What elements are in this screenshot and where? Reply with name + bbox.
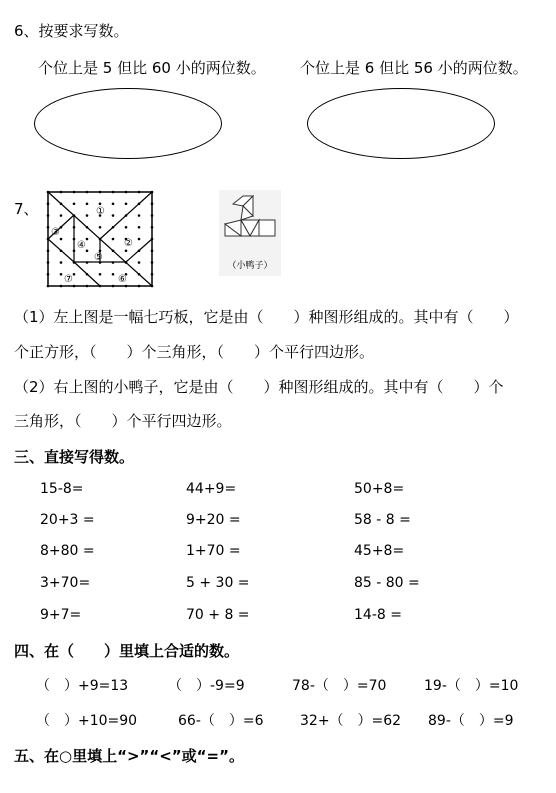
grid-dot — [60, 238, 63, 241]
q7-part1-line2: 个正方形，（ ）个三角形，（ ）个平行四边形。 — [14, 343, 375, 361]
fill-r1-c1: （ ）+9=13 — [36, 678, 129, 694]
fill-r2-c4: 89-（ ）=9 — [428, 713, 514, 729]
tangram-label-7: ⑦ — [64, 274, 73, 285]
calc-r2-c1: 20+3 = — [40, 512, 95, 528]
grid-dot — [112, 238, 115, 241]
calc-r5-c1: 9+7= — [40, 607, 82, 623]
tangram-label-3: ③ — [51, 227, 60, 238]
q6-prompt-left: 个位上是 5 但比 60 小的两位数。 — [38, 59, 266, 77]
fill-r2-c2: 66-（ ）=6 — [178, 713, 264, 729]
q6-prompt-right: 个位上是 6 但比 56 小的两位数。 — [300, 59, 528, 77]
calc-r1-c3: 50+8= — [354, 481, 405, 497]
grid-dot — [99, 273, 102, 276]
grid-dot — [86, 249, 89, 252]
q7-part2-line1: （2）右上图的小鸭子，它是由（ ）种图形组成的。其中有（ ）个 — [14, 378, 504, 396]
calc-r5-c3: 14-8 = — [354, 607, 402, 623]
tangram-figure — [46, 190, 154, 288]
grid-dot — [112, 214, 115, 217]
grid-dot — [112, 202, 115, 205]
tangram-label-1: ① — [96, 206, 105, 217]
tangram-label-4: ④ — [77, 240, 86, 251]
grid-dot — [112, 273, 115, 276]
grid-dot — [60, 261, 63, 264]
q7-part2-line2: 三角形，（ ）个平行四边形。 — [14, 412, 232, 430]
grid-dot — [60, 214, 63, 217]
calc-r3-c1: 8+80 = — [40, 543, 95, 559]
grid-dot — [73, 273, 76, 276]
fill-r1-c4: 19-（ ）=10 — [424, 678, 519, 694]
calc-r5-c2: 70 + 8 = — [186, 607, 250, 623]
q7-number: 7、 — [14, 200, 39, 218]
grid-dot — [99, 226, 102, 229]
grid-dot — [60, 273, 63, 276]
calc-r2-c3: 58 - 8 = — [354, 512, 411, 528]
answer-ellipse-left[interactable] — [34, 88, 222, 159]
grid-dot — [125, 202, 128, 205]
calc-r1-c1: 15-8= — [40, 481, 84, 497]
calc-r4-c3: 85 - 80 = — [354, 575, 420, 591]
tangram-label-2: ② — [124, 238, 133, 249]
grid-dot — [86, 238, 89, 241]
q6-title: 6、按要求写数。 — [14, 22, 129, 40]
grid-dot — [86, 202, 89, 205]
calc-r4-c1: 3+70= — [40, 575, 91, 591]
grid-dot — [138, 261, 141, 264]
section5-title: 五、在○里填上“>”“<”或“=”。 — [14, 747, 244, 765]
grid-dot — [138, 226, 141, 229]
section3-title: 三、直接写得数。 — [14, 448, 135, 466]
grid-dot — [73, 202, 76, 205]
tangram-label-6: ⑥ — [118, 274, 127, 285]
fill-r1-c2: （ ）-9=9 — [168, 678, 245, 694]
fill-r1-c3: 78-（ ）=70 — [292, 678, 387, 694]
section4-title: 四、在（ ）里填上合适的数。 — [14, 642, 240, 660]
fill-r2-c1: （ ）+10=90 — [36, 713, 138, 729]
duck-figure — [219, 190, 281, 276]
fill-r2-c3: 32+（ ）=62 — [300, 713, 402, 729]
grid-dot — [125, 249, 128, 252]
calc-r2-c2: 9+20 = — [186, 512, 241, 528]
grid-dot — [138, 214, 141, 217]
q7-part1-line1: （1）左上图是一幅七巧板，它是由（ ）种图形组成的。其中有（ ） — [14, 308, 519, 326]
grid-dot — [86, 214, 89, 217]
calc-r3-c2: 1+70 = — [186, 543, 241, 559]
calc-r4-c2: 5 + 30 = — [186, 575, 250, 591]
grid-dot — [125, 226, 128, 229]
grid-dot — [138, 238, 141, 241]
tangram-label-5: ⑤ — [94, 252, 103, 263]
answer-ellipse-right[interactable] — [307, 88, 495, 159]
calc-r1-c2: 44+9= — [186, 481, 237, 497]
calc-r3-c3: 45+8= — [354, 543, 405, 559]
duck-caption: （小鸭子） — [227, 261, 273, 271]
grid-dot — [99, 202, 102, 205]
